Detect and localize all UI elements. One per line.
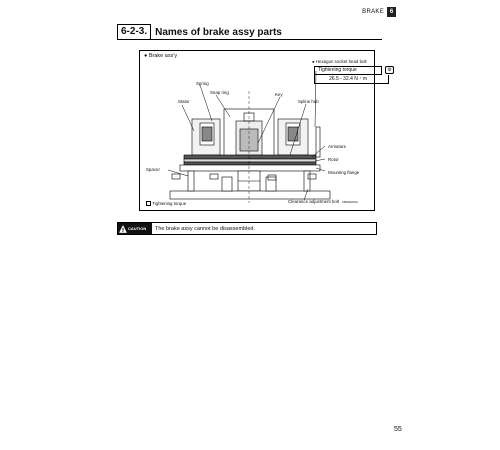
page-header	[362, 7, 396, 17]
part-label-mounting-flange: Mounting flange	[328, 170, 360, 175]
section-heading	[117, 24, 282, 40]
wrench-icon: ⚙	[385, 66, 394, 74]
diagram-title: ● Brake ass'y	[144, 53, 178, 59]
torque-legend-icon	[146, 201, 151, 206]
section-title: Names of brake assy parts	[155, 26, 282, 38]
page-number: 55	[394, 426, 402, 433]
part-label-key: Key	[275, 92, 283, 97]
torque-value: 26.5 - 32.4 N・m	[314, 75, 389, 84]
warning-triangle-icon	[119, 225, 127, 233]
part-label-spline-hub: Spline hub	[298, 99, 319, 104]
part-label-spring: Spring	[196, 81, 209, 86]
section-underline	[117, 39, 382, 40]
caution-box	[117, 222, 377, 235]
hex-bolt-label: ● Hexagon socket head bolt	[312, 59, 367, 64]
part-label-rotor: Rotor	[328, 157, 339, 162]
part-label-clearance-bolt: Clearance adjustment bolt FB6020010	[288, 199, 358, 204]
header-chapter-number: 6	[387, 7, 396, 17]
torque-spec-box	[314, 66, 402, 85]
part-label-stator: Stator	[178, 99, 190, 104]
part-label-spacer: Spacer	[146, 167, 160, 172]
torque-label: Tightening torque	[314, 66, 382, 75]
caution-badge	[118, 223, 152, 234]
part-label-armature: Armature	[328, 144, 347, 149]
legend-torque: Tightening torque	[146, 201, 186, 206]
part-label-snap-ring: Snap ring	[210, 90, 229, 95]
caution-label: CAUTION	[128, 226, 147, 231]
header-section-label: BRAKE	[362, 9, 384, 15]
section-number: 6-2-3.	[117, 24, 151, 40]
figure-code: FB6020010	[342, 200, 358, 204]
caution-text: The brake assy cannot be disassembled.	[155, 225, 255, 232]
